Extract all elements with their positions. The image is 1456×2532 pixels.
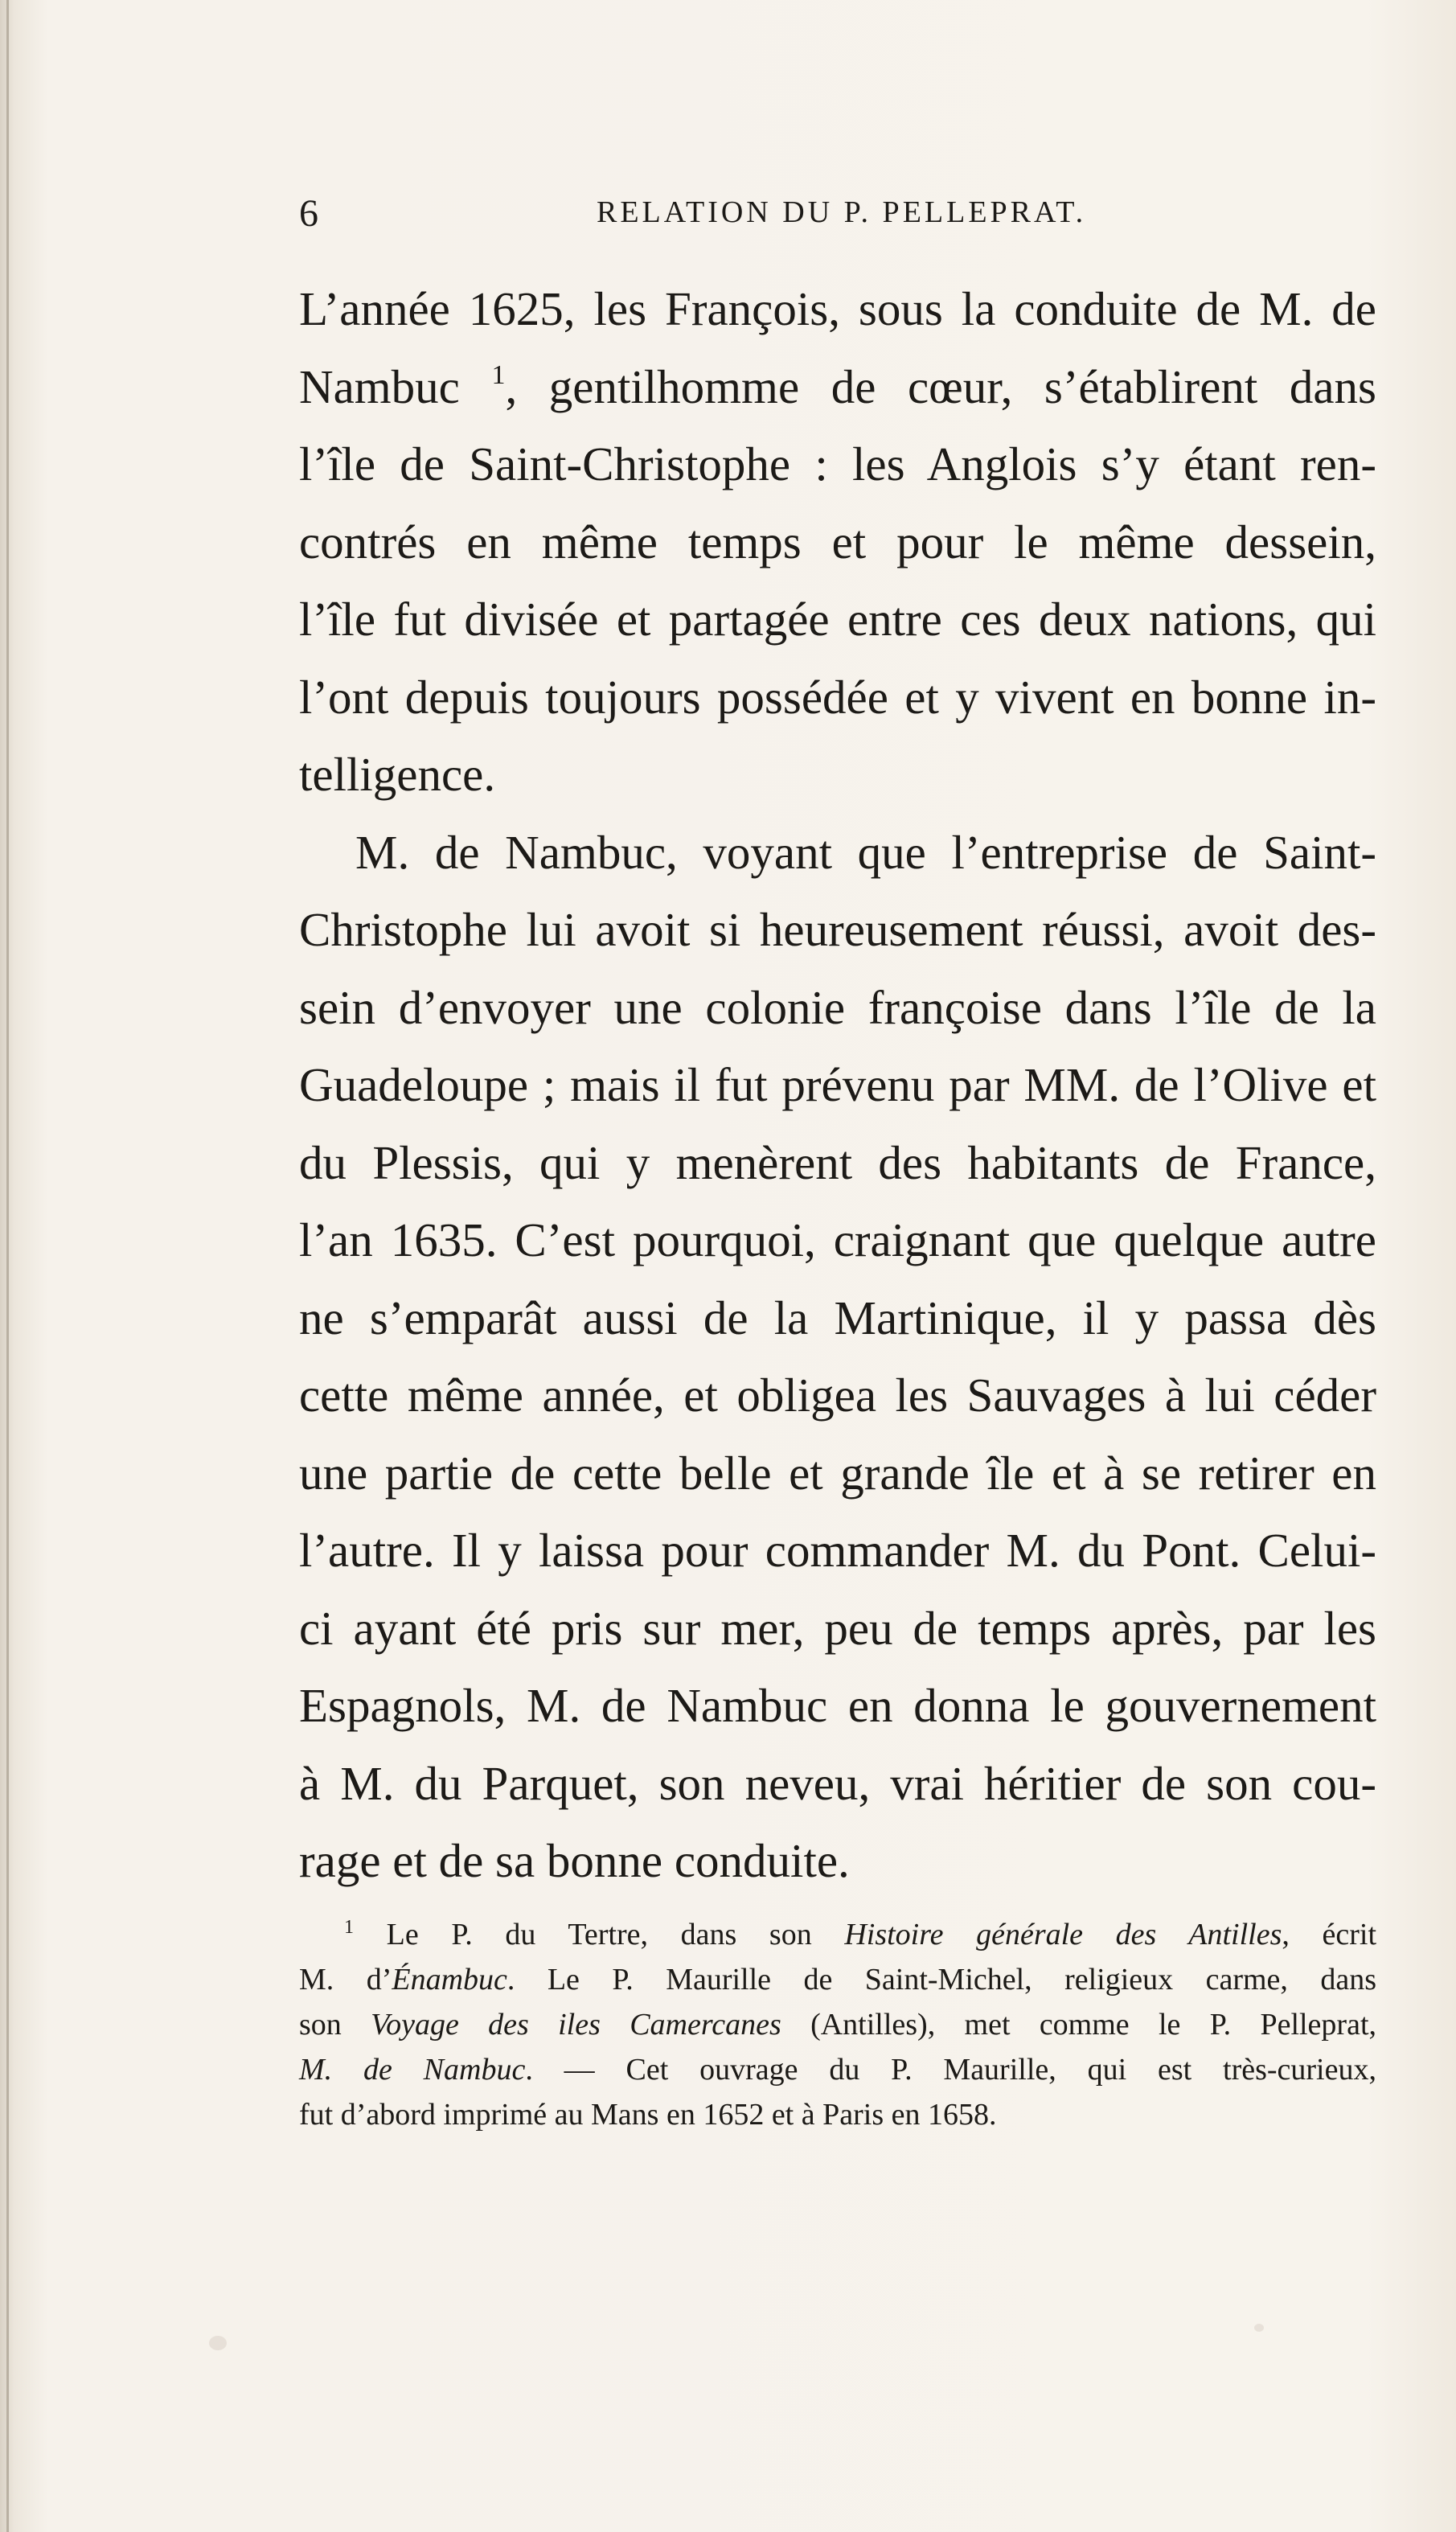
text-fragment: , gentilhomme de cœur, s’établirent dans — [505, 359, 1377, 413]
person-name: M. de Nambuc — [299, 2053, 526, 2087]
footnote-line — [299, 2002, 1376, 2047]
paper-stain — [1254, 2324, 1264, 2332]
text-line: du Plessis, qui y menèrent des habitants de France, — [299, 1135, 1376, 1189]
person-name: Énambuc — [392, 1963, 507, 1996]
running-title: RELATION DU P. PELLEPRAT. — [597, 195, 1087, 229]
footnote-reference: 1 — [491, 359, 506, 390]
footnote-line — [299, 1957, 1376, 2002]
text-line: à M. du Parquet, son neveu, vrai héritier de son cou- — [299, 1756, 1376, 1810]
text-line: Espagnols, M. de Nambuc en donna le gouvernement — [299, 1679, 1376, 1732]
binding-gutter — [6, 0, 9, 2532]
page-header — [299, 191, 1392, 240]
footnote-text: . Le P. Maurille de Saint-Michel, religieux carme, dans — [507, 1963, 1376, 1996]
footnote-mark: 1 — [344, 1917, 354, 1938]
footnote-text: Le P. du Tertre, dans son — [386, 1918, 845, 1951]
text-line: L’année 1625, les François, sous la conduite de M. de — [299, 282, 1376, 335]
text-line: l’île fut divisée et partagée entre ces deux nations, qui — [299, 593, 1376, 646]
text-line: ne s’emparât aussi de la Martinique, il y passa dès — [299, 1291, 1376, 1344]
book-title: Histoire générale des Antilles — [844, 1918, 1282, 1951]
text-line: sein d’envoyer une colonie françoise dans l’île de la — [299, 980, 1376, 1034]
text-line: contrés en même temps et pour le même dessein, — [299, 515, 1376, 568]
footnote-line — [299, 1912, 1376, 1957]
body-text — [299, 270, 1376, 1900]
text-line: ci ayant été pris sur mer, peu de temps après, par les — [299, 1601, 1376, 1655]
text-line: Christophe lui avoit si heureusement réussi, avoit des- — [299, 903, 1376, 956]
text-line: l’an 1635. C’est pourquoi, craignant que quelque autre — [299, 1213, 1376, 1266]
footnote-text: . — Cet ouvrage du P. Maurille, qui est très-curieux, — [525, 2053, 1376, 2087]
page-number: 6 — [299, 192, 319, 235]
footnote — [299, 1912, 1376, 2137]
text-line: Guadeloupe ; mais il fut prévenu par MM. de l’Olive et — [299, 1058, 1376, 1111]
text-line: l’autre. Il y laissa pour commander M. du Pont. Celui- — [299, 1524, 1376, 1577]
text-fragment: Nambuc — [299, 359, 460, 413]
footnote-text: son — [299, 2008, 371, 2042]
text-line: l’île de Saint-Christophe : les Anglois s’y étant ren- — [299, 437, 1376, 490]
footnote-text: M. d’ — [299, 1963, 392, 1996]
text-line: une partie de cette belle et grande île et à se retirer en — [299, 1446, 1376, 1500]
text-line: rage et de sa bonne conduite. — [299, 1834, 850, 1887]
text-line: l’ont depuis toujours possédée et y vivent en bonne in- — [299, 670, 1376, 724]
book-title: Voyage des iles Camercanes — [371, 2008, 781, 2042]
paper-stain — [209, 2336, 227, 2350]
text-line: M. de Nambuc, voyant que l’entreprise de Saint- — [355, 825, 1376, 879]
footnote-line — [299, 2047, 1376, 2092]
footnote-text: (Antilles), met comme le P. Pelleprat, — [781, 2008, 1377, 2042]
text-line — [299, 348, 1376, 426]
footnote-text: , écrit — [1282, 1918, 1377, 1951]
text-line: cette même année, et obligea les Sauvages à lui céder — [299, 1369, 1376, 1422]
text-line: telligence. — [299, 748, 496, 801]
footnote-line: fut d’abord imprimé au Mans en 1652 et à Paris en 1658. — [299, 2098, 997, 2132]
